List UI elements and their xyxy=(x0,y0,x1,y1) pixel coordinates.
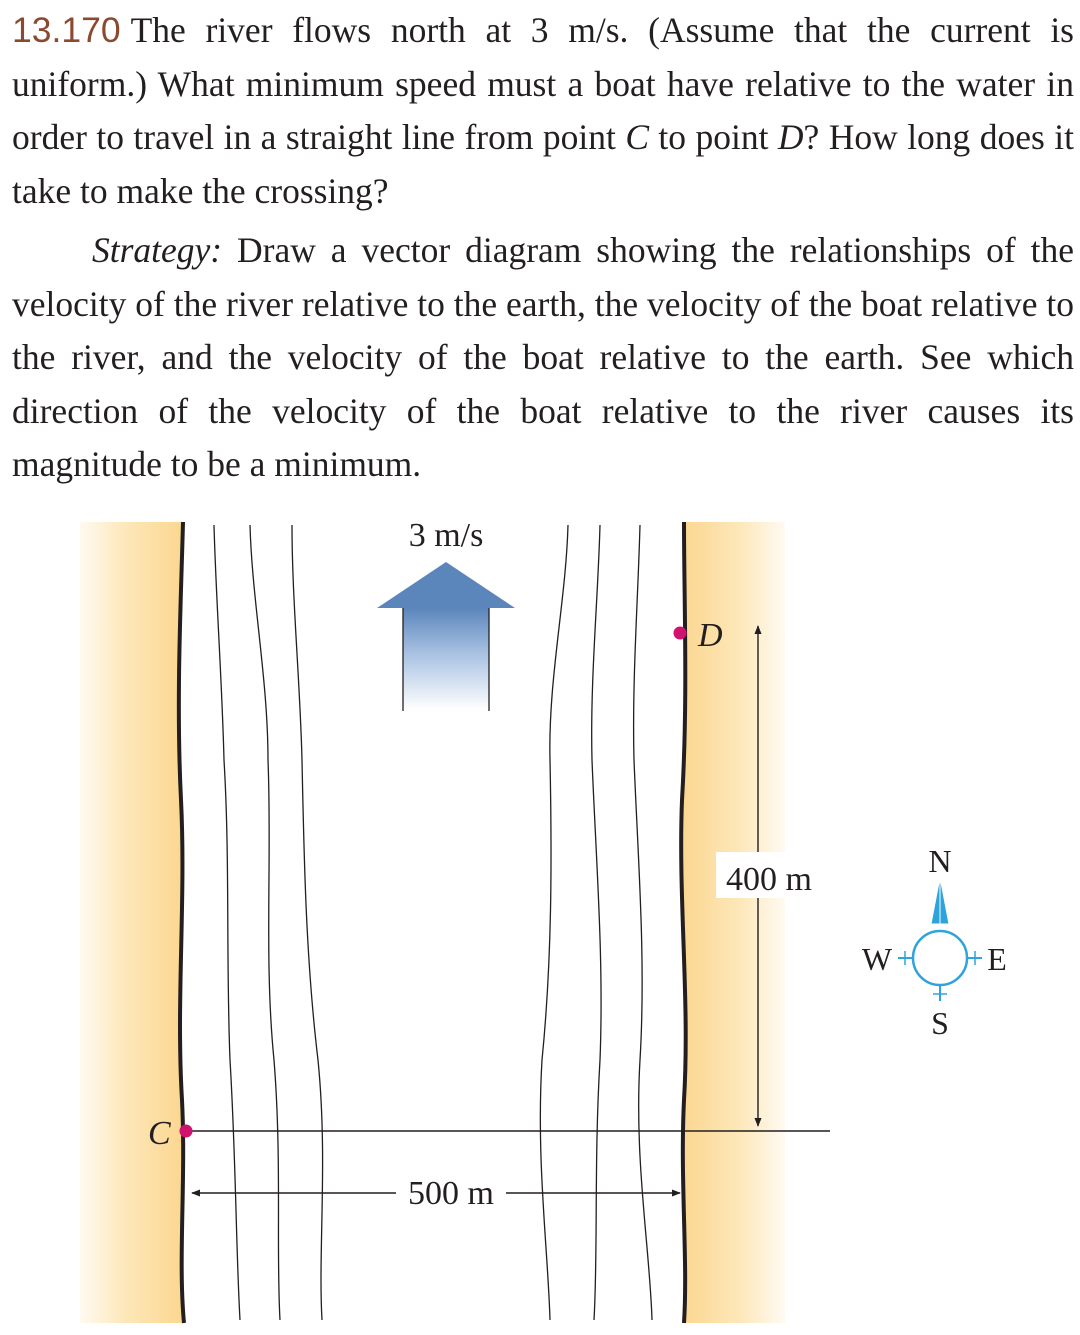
compass-rose xyxy=(862,843,1007,1041)
flow-line xyxy=(592,525,601,1320)
problem-number: 13.170 xyxy=(12,10,121,50)
statement-part-1: The river flows north at 3 m/s. (Assume that the current is uniform.) What minimum speed must a boat have relative to the water in order to travel in a straight line from point xyxy=(12,10,1074,157)
point-d-label: D xyxy=(698,617,723,654)
flow-line xyxy=(634,525,652,1320)
point-c-marker xyxy=(180,1125,193,1138)
current-arrow-shaft xyxy=(403,608,489,710)
strategy-label: Strategy: xyxy=(92,230,223,270)
compass-east-label: E xyxy=(987,941,1007,977)
statement-part-2: to point xyxy=(649,117,778,157)
flow-line xyxy=(540,525,568,1320)
compass-circle xyxy=(913,931,967,985)
compass-north-label: N xyxy=(928,843,952,879)
current-speed-label: 3 m/s xyxy=(408,517,484,554)
flow-line xyxy=(214,525,240,1320)
right-bank xyxy=(681,522,785,1323)
point-d-reference: D xyxy=(777,117,804,157)
point-c-label: C xyxy=(148,1115,171,1152)
current-arrow xyxy=(377,562,515,711)
flow-line xyxy=(292,525,323,1320)
point-d-marker xyxy=(674,627,687,640)
vertical-distance-label: 400 m xyxy=(726,861,812,898)
strategy-text: Draw a vector diagram showing the relationships of the velocity of the river relative to the earth, the velocity of the boat relative to the river, and the velocity of the boat relative to the earth. See which direction of the velocity of the boat relative to the river causes its magnitude to be a minimum. xyxy=(12,230,1074,484)
statement-part-3: ? How long does it take to make the crossing? xyxy=(12,117,1074,211)
width-label: 500 m xyxy=(408,1175,494,1212)
compass-south-label: S xyxy=(931,1005,949,1041)
flow-line xyxy=(250,525,280,1320)
current-arrow-head xyxy=(377,562,515,608)
point-c-reference: C xyxy=(625,117,649,157)
compass-west-label: W xyxy=(861,941,893,977)
left-bank xyxy=(80,522,184,1323)
